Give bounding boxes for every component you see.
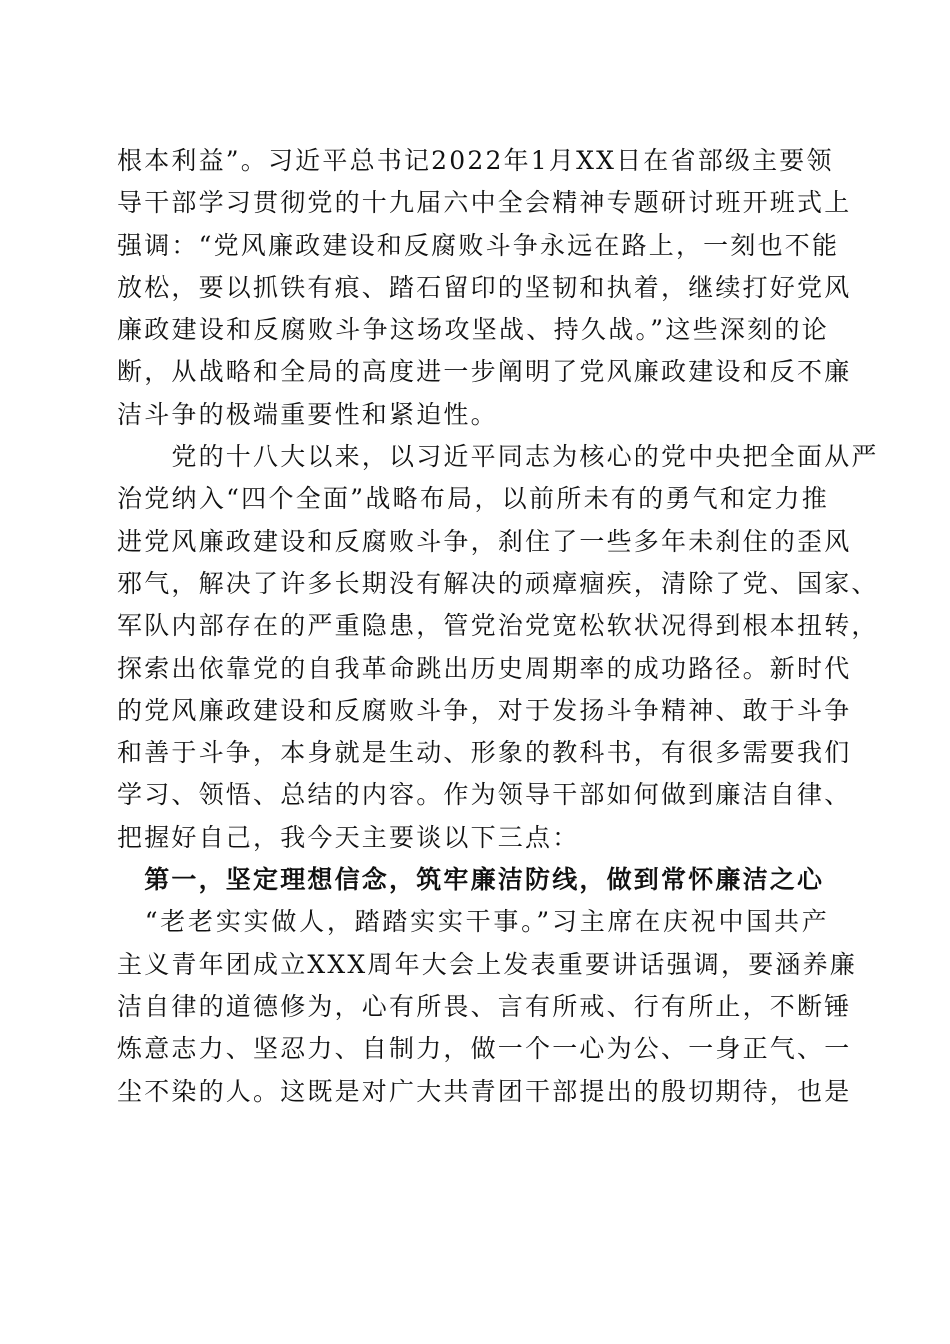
paragraph-line: 学习、领悟、总结的内容。作为领导干部如何做到廉洁自律、 [117, 780, 852, 810]
paragraph-line: 的党风廉政建设和反腐败斗争，对于发扬斗争精神、敢于斗争 [117, 695, 852, 725]
paragraph-1 [117, 140, 852, 436]
paragraph-line: 进党风廉政建设和反腐败斗争，刹住了一些多年未刹住的歪风 [117, 526, 852, 556]
paragraph-line: 洁斗争的极端重要性和紧迫性。 [117, 399, 498, 429]
paragraph-line: 根本利益”。习近平总书记2022年1月XX日在省部级主要领 [117, 146, 834, 175]
paragraph-3 [117, 901, 857, 1112]
paragraph-line: 断，从战略和全局的高度进一步阐明了党风廉政建设和反不廉 [117, 357, 852, 387]
paragraph-line: 和善于斗争，本身就是生动、形象的教科书，有很多需要我们 [117, 738, 852, 768]
paragraph-line: 尘不染的人。这既是对广大共青团干部提出的殷切期待，也是 [117, 1076, 852, 1106]
paragraph-line: 主义青年团成立XXX周年大会上发表重要讲话强调，要涵养廉 [117, 949, 857, 979]
paragraph-2 [117, 436, 879, 859]
paragraph-line: 炼意志力、坚忍力、自制力，做一个一心为公、一身正气、一 [117, 1034, 852, 1064]
paragraph-line: 导干部学习贯彻党的十九届六中全会精神专题研讨班开班式上 [117, 188, 852, 218]
paragraph-line: 邪气，解决了许多长期没有解决的顽瘴痼疾，清除了党、国家、 [117, 568, 879, 598]
paragraph-line: 把握好自己，我今天主要谈以下三点： [117, 822, 580, 852]
paragraph-line: 军队内部存在的严重隐患，管党治党宽松软状况得到根本扭转， [117, 611, 879, 641]
paragraph-line: 党的十八大以来，以习近平同志为核心的党中央把全面从严 [117, 442, 879, 472]
heading-line: 第一，坚定理想信念，筑牢廉洁防线，做到常怀廉洁之心 [117, 865, 825, 895]
paragraph-line: 放松，要以抓铁有痕、踏石留印的坚韧和执着，继续打好党风 [117, 272, 852, 302]
paragraph-line: 治党纳入“四个全面”战略布局，以前所未有的勇气和定力推 [117, 484, 829, 514]
paragraph-line: 廉政建设和反腐败斗争这场攻坚战、持久战。”这些深刻的论 [117, 315, 829, 345]
paragraph-line: “老老实实做人，踏踏实实干事。”习主席在庆祝中国共产 [117, 907, 829, 937]
section-heading [117, 859, 829, 901]
paragraph-line: 洁自律的道德修为，心有所畏、言有所戒、行有所止，不断锤 [117, 991, 852, 1021]
paragraph-line: 强调：“党风廉政建设和反腐败斗争永远在路上，一刻也不能 [117, 230, 840, 260]
paragraph-line: 探索出依靠党的自我革命跳出历史周期率的成功路径。新时代 [117, 653, 852, 683]
document-body [117, 140, 879, 1113]
